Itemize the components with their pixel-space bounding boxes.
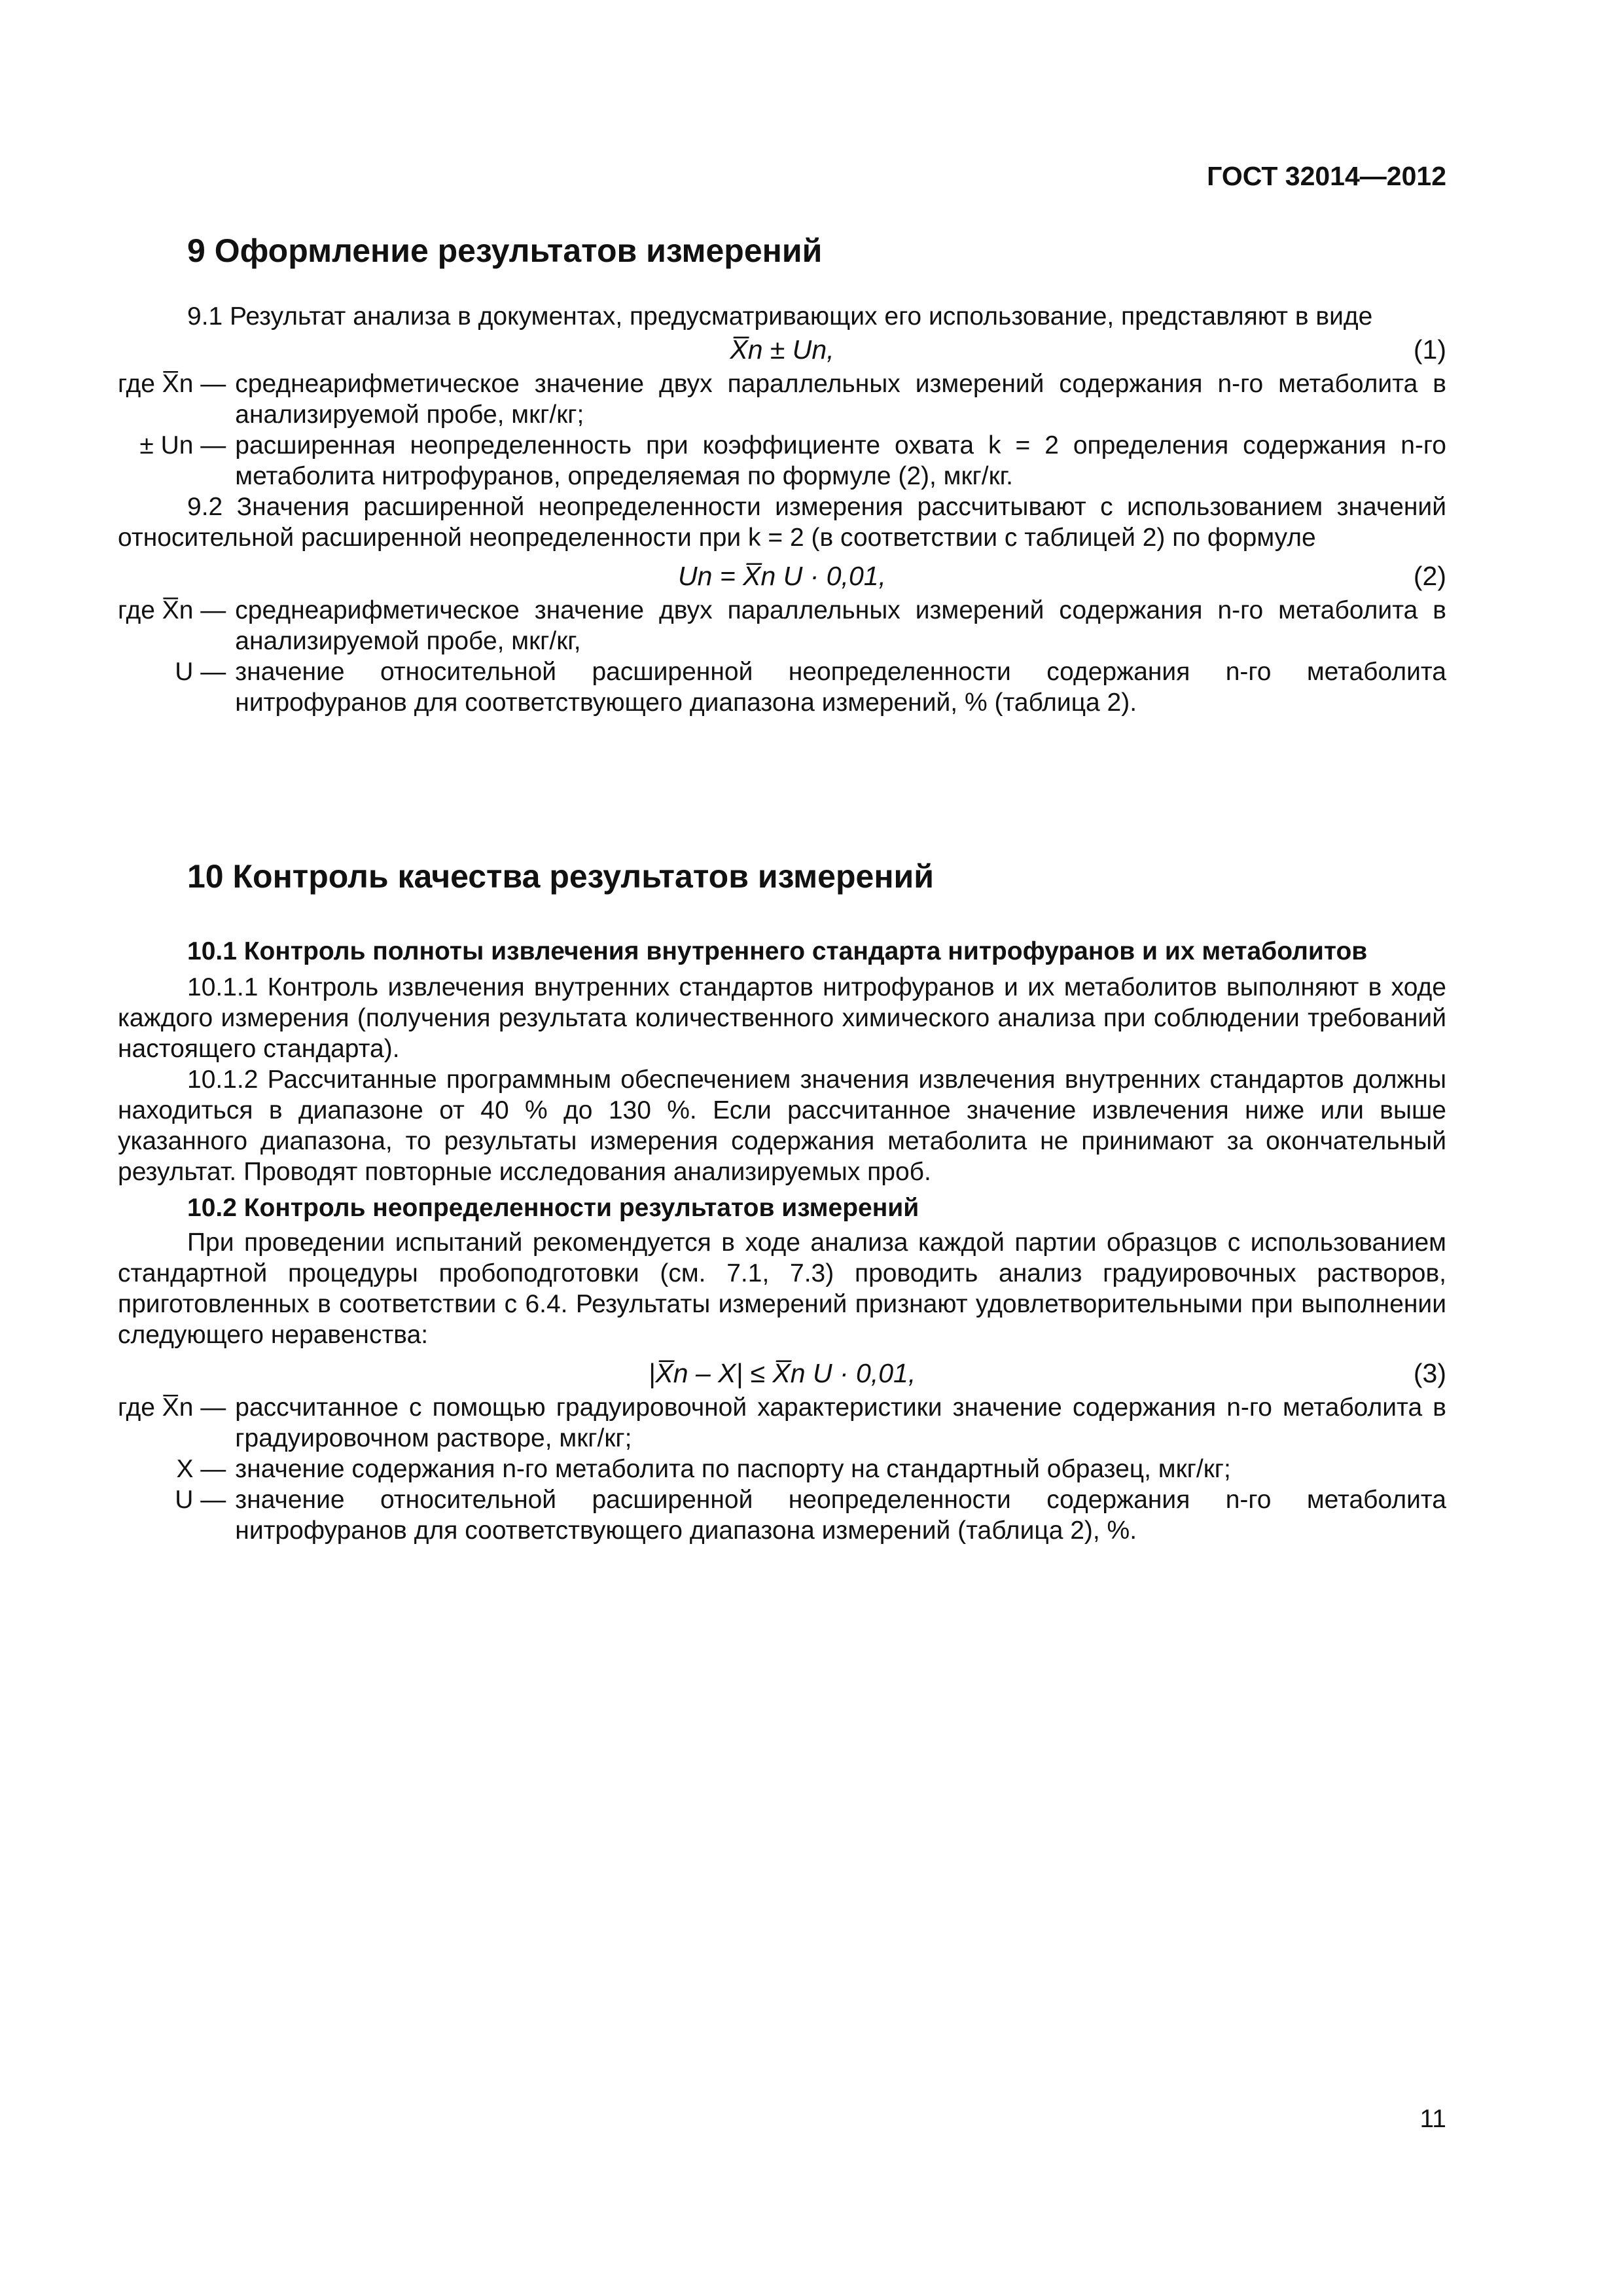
paragraph-10-1-2: 10.1.2 Рассчитанные программным обеспечением значения извлечения внутренних стандартов должны находиться в диапазоне от 40 % до 130 %. Если рассчитанное значение извлечения ниже или выше указанного диапазона, то результаты измерения содержания метаболита не принимают за окончательный результат. Проводят повторные исследования анализируемых проб.: [118, 1066, 1446, 1186]
formula-3-definitions: [118, 1392, 1446, 1546]
formula-3: [118, 1355, 1446, 1392]
definition-text: среднеарифметическое значение двух параллельных измерений содержания n-го метаболита в анализируемой пробе, мкг/кг,: [235, 596, 1446, 655]
section-10-body: [118, 936, 1446, 1546]
section-9-title: 9 Оформление результатов измерений: [187, 232, 823, 269]
definition-text: значение относительной расширенной неопределенности содержания n-го метаболита нитрофуранов для соответствующего диапазона измерений (таблица 2), %.: [235, 1486, 1446, 1545]
definition-symbol: где X̅n —: [118, 1393, 226, 1422]
formula-2-definitions: [118, 595, 1446, 718]
formula-3-expression: |X̅n – X| ≤ X̅n U · 0,01,: [648, 1358, 916, 1388]
formula-2: [118, 558, 1446, 595]
subsection-10-1-title: 10.1 Контроль полноты извлечения внутреннего стандарта нитрофуранов и их метаболитов: [187, 937, 1368, 965]
definition-symbol: ± Un —: [139, 431, 226, 459]
formula-3-number: (3): [1413, 1358, 1446, 1388]
paragraph-10-1-1: 10.1.1 Контроль извлечения внутренних стандартов нитрофуранов и их метаболитов выполняют в ходе каждого измерения (получения результата количественного химического анализа при соблюдении требований настоящего стандарта).: [118, 973, 1446, 1063]
paragraph-9-2: 9.2 Значения расширенной неопределенности измерения рассчитывают с использованием значений относительной расширенной неопределенности при k = 2 (в соответствии с таблицей 2) по формуле: [118, 493, 1446, 552]
definition-text: среднеарифметическое значение двух параллельных измерений содержания n-го метаболита в анализируемой пробе, мкг/кг;: [235, 370, 1446, 429]
formula-1-definitions: [118, 368, 1446, 492]
definition-text: значение содержания n-го метаболита по паспорту на стандартный образец, мкг/кг;: [235, 1455, 1231, 1483]
paragraph-10-2: При проведении испытаний рекомендуется в ходе анализа каждой партии образцов с использованием стандартной процедуры пробоподготовки (см. 7.1, 7.3) проводить анализ градуировочных растворов, приготовленных в соответствии с 6.4. Результаты измерений признают удовлетворительными при выполнении следующего неравенства:: [118, 1229, 1446, 1349]
formula-2-expression: Un = X̅n U · 0,01,: [678, 561, 886, 591]
subsection-10-2-title: 10.2 Контроль неопределенности результатов измерений: [187, 1194, 919, 1222]
formula-2-number: (2): [1413, 561, 1446, 591]
page-number: 11: [1419, 2105, 1446, 2133]
definition-symbol: где X̅n —: [118, 596, 226, 624]
document-code: ГОСТ 32014—2012: [1207, 161, 1446, 191]
definition-symbol: X —: [176, 1455, 226, 1483]
section-9-body: [118, 301, 1446, 718]
paragraph-9-1: 9.1 Результат анализа в документах, предусматривающих его использование, представляют в виде: [187, 302, 1373, 331]
formula-1-expression: X̅n ± Un,: [730, 334, 834, 365]
definition-symbol: где X̅n —: [118, 370, 226, 398]
formula-1-number: (1): [1413, 334, 1446, 365]
definition-text: расширенная неопределенность при коэффициенте охвата k = 2 определения содержания n-го метаболита нитрофуранов, определяемая по формуле (2), мкг/кг.: [235, 431, 1446, 490]
section-10-title: 10 Контроль качества результатов измерений: [187, 858, 934, 895]
definition-text: значение относительной расширенной неопределенности содержания n-го метаболита нитрофуранов для соответствующего диапазона измерений, % (таблица 2).: [235, 658, 1446, 717]
definition-symbol: U —: [175, 658, 226, 686]
definition-text: рассчитанное с помощью градуировочной характеристики значение содержания n-го метаболита в градуировочном растворе, мкг/кг;: [235, 1393, 1446, 1452]
definition-symbol: U —: [175, 1486, 226, 1514]
formula-1: [118, 332, 1446, 368]
